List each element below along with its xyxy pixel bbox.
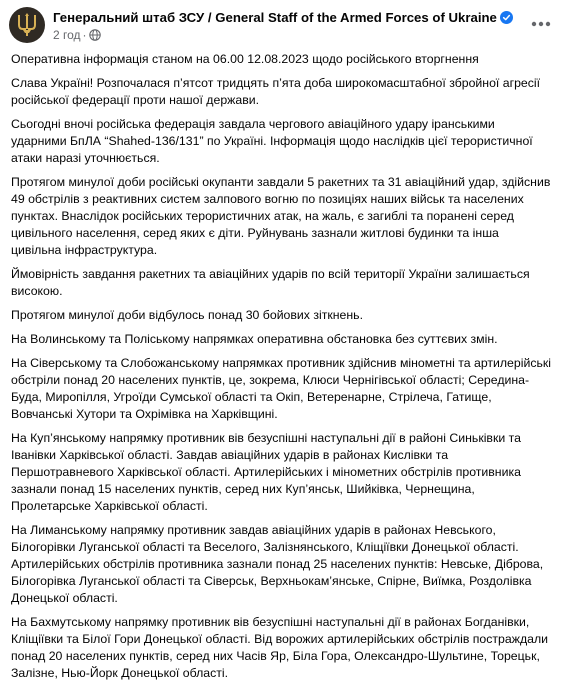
meta-separator: · [82,28,87,42]
post-paragraph: Сьогодні вночі російська федерація завдала чергового авіаційного удару іранськими ударними БпЛА “Shahed-136/131” по Україні. Інформація щодо наслідків цієї терористичної атаки наразі уточнюється. [11,117,533,165]
more-options-button[interactable] [526,9,556,39]
post-paragraph: На Лиманському напрямку противник завдав авіаційних ударів в районах Невського, Білогорівки Луганської області та Веселого, Залізнянського, Кліщіївки Донецької області. Артилерійських обстрілів противника зазнали понад 25 населених пунктів: Невське, Діброва, Білогорівка Луганської області та Сіверськ, Верхньокам’янське, Спірне, Виїмка, Роздолівка Донецької області. [11,523,544,605]
page-name-line [53,10,513,27]
post-paragraph: На Волинському та Поліському напрямках оперативна обстановка без суттєвих змін. [11,332,498,346]
page-name-link[interactable]: Генеральний штаб ЗСУ / General Staff of the Armed Forces of Ukraine [53,10,497,25]
page-avatar[interactable] [9,7,45,43]
post-header [9,7,556,43]
post-paragraph: На Сіверському та Слобожанському напрямках противник здійснив мінометні та артилерійські обстріли понад 20 населених пунктів, це, зокрема, Клюси Чернігівської області; Середина-Буда, Миропілля, Угроїди Сумської області та Окіп, Ветеренарне, Стрілеча, Гатище, Вовчанські Хутори та Охрімівка на Харківщині. [11,356,552,421]
post-meta [53,28,101,44]
post-paragraph: На Бахмутському напрямку противник вів безуспішні наступальні дії в районах Богданівки, Кліщіївки та Білої Гори Донецької області. Від ворожих артилерійських обстрілів постраждали понад 20 населених пунктів, серед них Часів Яр, Біла Гора, Олександро-Шультине, Торецьк, Залізне, Нью-Йорк Донецької області. [11,615,549,680]
more-options-icon [531,21,551,27]
post-paragraph: Ймовірність завдання ракетних та авіаційних ударів по всій території України залишається високою. [11,267,530,298]
post-paragraph: Протягом минулої доби відбулось понад 30 бойових зіткнень. [11,308,363,322]
globe-icon[interactable] [89,29,101,44]
post-paragraph: Протягом минулої доби російські окупанти завдали 5 ракетних та 31 авіаційний удар, здійснив 49 обстрілів з реактивних систем залпового вогню по позиціях наших військ та населених пунктах. Внаслідок російських терористичних атак, на жаль, є загиблі та поранені серед цивільного населення, серед яких є діти. Руйнувань зазнали житлові будинки та інша цивільна інфраструктура. [11,175,551,257]
post-body [11,51,551,689]
post-paragraph: На Куп’янському напрямку противник вів безуспішні наступальні дії в районі Синьківки та Іванівки Харківської області. Завдав авіаційних ударів в районах Кислівки та Першотравневого Харківської області. Артилерійських і мінометних обстрілів противника зазнали понад 15 населених пунктів, серед них Куп’янськ, Шийківка, Чернещина, Пролетарське Харківської області. [11,431,521,513]
trident-emblem-icon [16,13,38,37]
post-paragraph: Оперативна інформація станом на 06.00 12.08.2023 щодо російського вторгнення [11,52,479,66]
verified-badge-icon [500,11,513,27]
post-paragraph: Слава Україні! Розпочалася п’ятсот тридцять п’ята доба широкомасштабної збройної агресії російської федерації проти нашої держави. [11,76,541,107]
post-timestamp[interactable]: 2 год [53,28,81,42]
